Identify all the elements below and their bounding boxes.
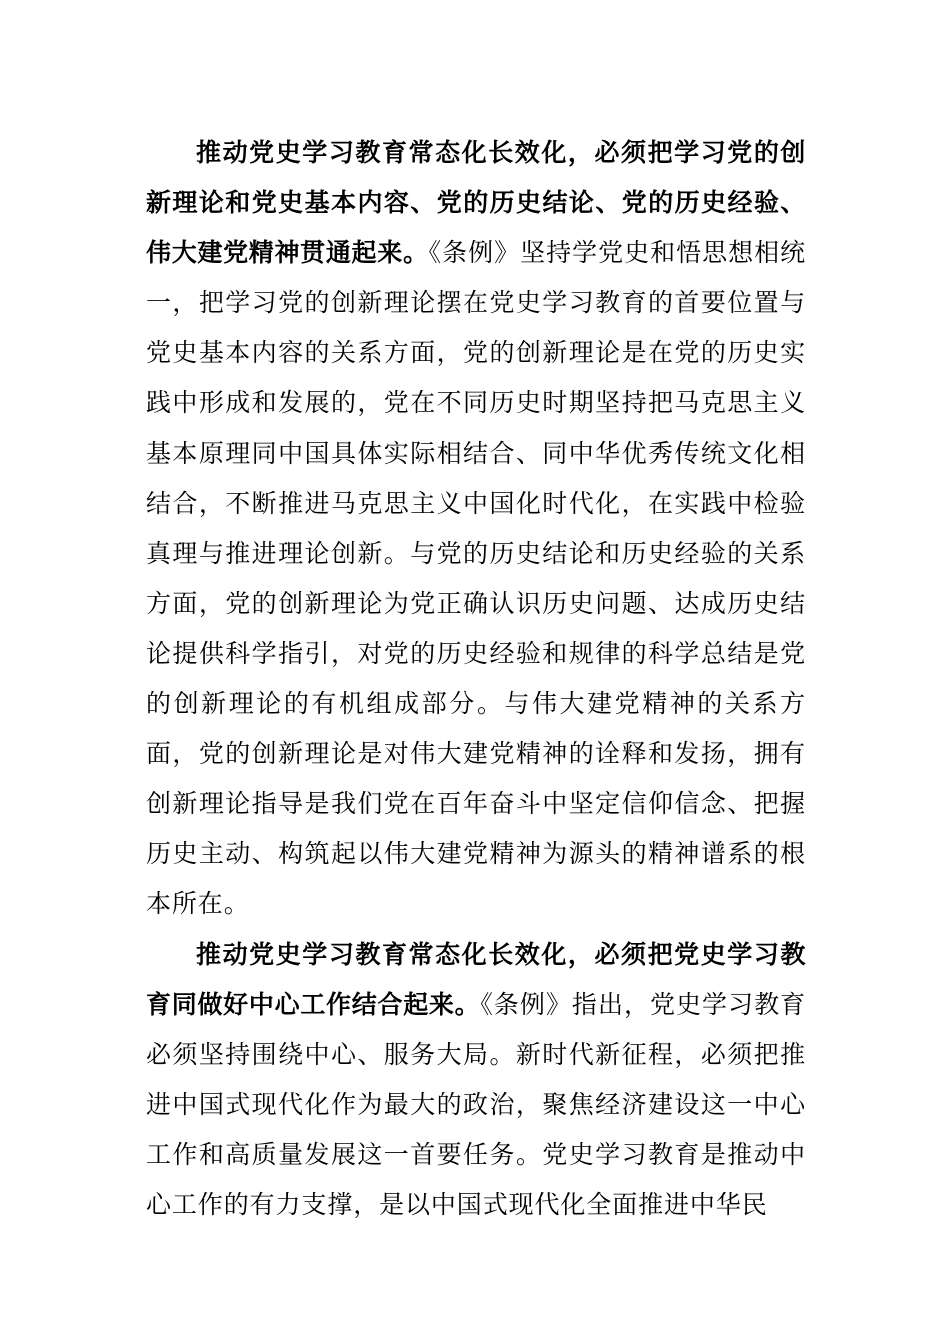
paragraph-2: [146, 930, 806, 1231]
document-body: [146, 128, 806, 1230]
paragraph-2-lead: 推动党史学习教育常态化长效化，必须把党史学习教育同做好中心工作结合起来。: [146, 939, 806, 1019]
paragraph-1: [146, 128, 806, 930]
paragraph-2-body: 《条例》指出，党史学习教育必须坚持围绕中心、服务大局。新时代新征程，必须把推进中国式现代化作为最大的政治，聚焦经济建设这一中心工作和高质量发展这一首要任务。党史学习教育是推动中心工作的有力支撑，是以中国式现代化全面推进中华民: [146, 989, 806, 1219]
paragraph-1-lead: 推动党史学习教育常态化长效化，必须把学习党的创新理论和党史基本内容、党的历史结论、党的历史经验、伟大建党精神贯通起来。: [146, 138, 806, 268]
paragraph-1-body: 《条例》坚持学党史和悟思想相统一，把学习党的创新理论摆在党史学习教育的首要位置与党史基本内容的关系方面，党的创新理论是在党的历史实践中形成和发展的，党在不同历史时期坚持把马克思主义基本原理同中国具体实际相结合、同中华优秀传统文化相结合，不断推进马克思主义中国化时代化，在实践中检验真理与推进理论创新。与党的历史结论和历史经验的关系方面，党的创新理论为党正确认识历史问题、达成历史结论提供科学指引，对党的历史经验和规律的科学总结是党的创新理论的有机组成部分。与伟大建党精神的关系方面，党的创新理论是对伟大建党精神的诠释和发扬，拥有创新理论指导是我们党在百年奋斗中坚定信仰信念、把握历史主动、构筑起以伟大建党精神为源头的精神谱系的根本所在。: [146, 238, 806, 919]
